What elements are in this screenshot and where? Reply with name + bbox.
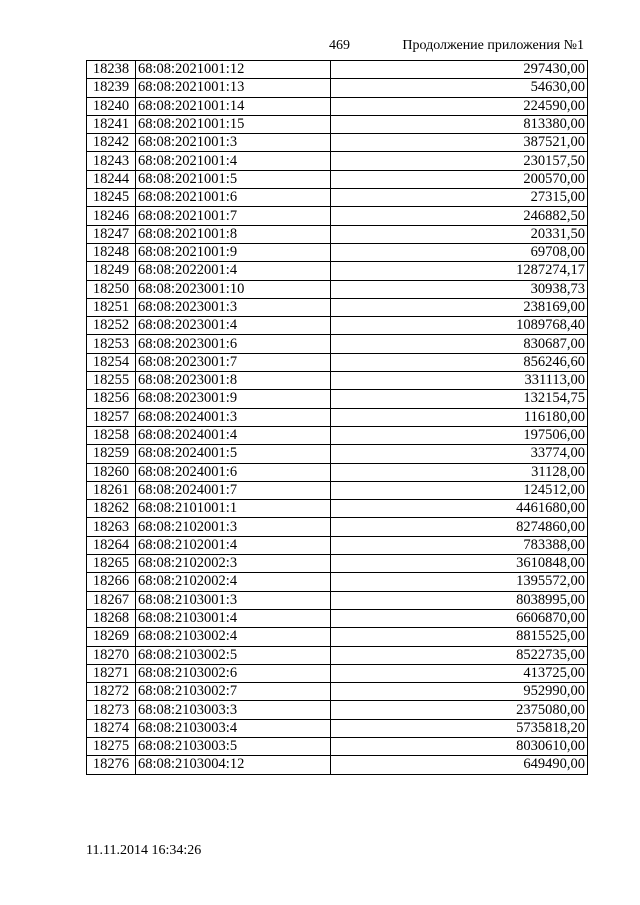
- row-number-cell: 18276: [87, 756, 136, 774]
- cadastral-code-cell: 68:08:2102002:3: [136, 555, 331, 573]
- table-row: [87, 445, 588, 463]
- value-cell: 238169,00: [331, 298, 588, 316]
- cadastral-code-cell: 68:08:2024001:4: [136, 426, 331, 444]
- row-number-cell: 18273: [87, 701, 136, 719]
- table-row: [87, 518, 588, 536]
- row-number-cell: 18250: [87, 280, 136, 298]
- cadastral-code-cell: 68:08:2021001:8: [136, 225, 331, 243]
- table-row: [87, 609, 588, 627]
- cadastral-code-cell: 68:08:2023001:8: [136, 372, 331, 390]
- table-row: [87, 555, 588, 573]
- row-number-cell: 18263: [87, 518, 136, 536]
- row-number-cell: 18256: [87, 390, 136, 408]
- value-cell: 8038995,00: [331, 591, 588, 609]
- table-row: [87, 134, 588, 152]
- table-row: [87, 115, 588, 133]
- cadastral-code-cell: 68:08:2021001:3: [136, 134, 331, 152]
- cadastral-code-cell: 68:08:2103003:4: [136, 719, 331, 737]
- row-number-cell: 18240: [87, 97, 136, 115]
- table-row: [87, 536, 588, 554]
- row-number-cell: 18264: [87, 536, 136, 554]
- cadastral-code-cell: 68:08:2103002:7: [136, 683, 331, 701]
- table-row: [87, 152, 588, 170]
- row-number-cell: 18269: [87, 628, 136, 646]
- table-row: [87, 756, 588, 774]
- cadastral-code-cell: 68:08:2103002:5: [136, 646, 331, 664]
- cadastral-code-cell: 68:08:2103001:3: [136, 591, 331, 609]
- table-row: [87, 701, 588, 719]
- row-number-cell: 18244: [87, 170, 136, 188]
- row-number-cell: 18258: [87, 426, 136, 444]
- row-number-cell: 18242: [87, 134, 136, 152]
- cadastral-code-cell: 68:08:2102001:3: [136, 518, 331, 536]
- cadastral-code-cell: 68:08:2102002:4: [136, 573, 331, 591]
- row-number-cell: 18265: [87, 555, 136, 573]
- cadastral-code-cell: 68:08:2023001:10: [136, 280, 331, 298]
- table-row: [87, 683, 588, 701]
- cadastral-code-cell: 68:08:2023001:9: [136, 390, 331, 408]
- value-cell: 3610848,00: [331, 555, 588, 573]
- page-number: 469: [329, 38, 350, 53]
- value-cell: 8030610,00: [331, 737, 588, 755]
- table-row: [87, 390, 588, 408]
- value-cell: 230157,50: [331, 152, 588, 170]
- cadastral-code-cell: 68:08:2102001:4: [136, 536, 331, 554]
- row-number-cell: 18268: [87, 609, 136, 627]
- row-number-cell: 18267: [87, 591, 136, 609]
- table-row: [87, 243, 588, 261]
- value-cell: 413725,00: [331, 664, 588, 682]
- table-row: [87, 573, 588, 591]
- row-number-cell: 18253: [87, 335, 136, 353]
- appendix-note: Продолжение приложения №1: [402, 38, 584, 53]
- table-row: [87, 61, 588, 79]
- value-cell: 246882,50: [331, 207, 588, 225]
- value-cell: 200570,00: [331, 170, 588, 188]
- row-number-cell: 18274: [87, 719, 136, 737]
- table-row: [87, 170, 588, 188]
- cadastral-code-cell: 68:08:2021001:7: [136, 207, 331, 225]
- cadastral-code-cell: 68:08:2021001:15: [136, 115, 331, 133]
- value-cell: 132154,75: [331, 390, 588, 408]
- cadastral-code-cell: 68:08:2103001:4: [136, 609, 331, 627]
- table-row: [87, 426, 588, 444]
- row-number-cell: 18251: [87, 298, 136, 316]
- value-cell: 6606870,00: [331, 609, 588, 627]
- value-cell: 5735818,20: [331, 719, 588, 737]
- cadastral-code-cell: 68:08:2021001:12: [136, 61, 331, 79]
- cadastral-code-cell: 68:08:2024001:5: [136, 445, 331, 463]
- value-cell: 8815525,00: [331, 628, 588, 646]
- row-number-cell: 18275: [87, 737, 136, 755]
- row-number-cell: 18246: [87, 207, 136, 225]
- cadastral-code-cell: 68:08:2103002:6: [136, 664, 331, 682]
- table-body: [87, 61, 588, 775]
- cadastral-code-cell: 68:08:2023001:7: [136, 353, 331, 371]
- row-number-cell: 18252: [87, 317, 136, 335]
- table-row: [87, 280, 588, 298]
- row-number-cell: 18255: [87, 372, 136, 390]
- cadastral-code-cell: 68:08:2023001:6: [136, 335, 331, 353]
- value-cell: 31128,00: [331, 463, 588, 481]
- value-cell: 649490,00: [331, 756, 588, 774]
- row-number-cell: 18257: [87, 408, 136, 426]
- value-cell: 813380,00: [331, 115, 588, 133]
- row-number-cell: 18239: [87, 79, 136, 97]
- table-row: [87, 262, 588, 280]
- footer-timestamp: 11.11.2014 16:34:26: [86, 843, 202, 858]
- row-number-cell: 18266: [87, 573, 136, 591]
- value-cell: 197506,00: [331, 426, 588, 444]
- value-cell: 1395572,00: [331, 573, 588, 591]
- row-number-cell: 18271: [87, 664, 136, 682]
- cadastral-code-cell: 68:08:2103003:3: [136, 701, 331, 719]
- row-number-cell: 18260: [87, 463, 136, 481]
- cadastral-code-cell: 68:08:2022001:4: [136, 262, 331, 280]
- cadastral-code-cell: 68:08:2021001:13: [136, 79, 331, 97]
- value-cell: 4461680,00: [331, 500, 588, 518]
- cadastral-code-cell: 68:08:2021001:9: [136, 243, 331, 261]
- cadastral-code-cell: 68:08:2023001:4: [136, 317, 331, 335]
- value-cell: 124512,00: [331, 481, 588, 499]
- table-row: [87, 664, 588, 682]
- value-cell: 20331,50: [331, 225, 588, 243]
- table-row: [87, 189, 588, 207]
- table-row: [87, 353, 588, 371]
- cadastral-code-cell: 68:08:2024001:7: [136, 481, 331, 499]
- value-cell: 1287274,17: [331, 262, 588, 280]
- value-cell: 27315,00: [331, 189, 588, 207]
- value-cell: 116180,00: [331, 408, 588, 426]
- row-number-cell: 18249: [87, 262, 136, 280]
- row-number-cell: 18238: [87, 61, 136, 79]
- value-cell: 69708,00: [331, 243, 588, 261]
- row-number-cell: 18272: [87, 683, 136, 701]
- cadastral-code-cell: 68:08:2024001:3: [136, 408, 331, 426]
- value-cell: 331113,00: [331, 372, 588, 390]
- value-cell: 8522735,00: [331, 646, 588, 664]
- cadastral-code-cell: 68:08:2021001:5: [136, 170, 331, 188]
- value-cell: 33774,00: [331, 445, 588, 463]
- row-number-cell: 18243: [87, 152, 136, 170]
- value-cell: 783388,00: [331, 536, 588, 554]
- row-number-cell: 18245: [87, 189, 136, 207]
- table-row: [87, 463, 588, 481]
- cadastral-code-cell: 68:08:2021001:4: [136, 152, 331, 170]
- cadastral-code-cell: 68:08:2103002:4: [136, 628, 331, 646]
- cadastral-code-cell: 68:08:2021001:6: [136, 189, 331, 207]
- row-number-cell: 18270: [87, 646, 136, 664]
- value-cell: 2375080,00: [331, 701, 588, 719]
- cadastral-code-cell: 68:08:2024001:6: [136, 463, 331, 481]
- table-row: [87, 737, 588, 755]
- row-number-cell: 18254: [87, 353, 136, 371]
- value-cell: 8274860,00: [331, 518, 588, 536]
- table-row: [87, 591, 588, 609]
- value-cell: 54630,00: [331, 79, 588, 97]
- row-number-cell: 18241: [87, 115, 136, 133]
- row-number-cell: 18259: [87, 445, 136, 463]
- row-number-cell: 18247: [87, 225, 136, 243]
- row-number-cell: 18248: [87, 243, 136, 261]
- row-number-cell: 18262: [87, 500, 136, 518]
- value-cell: 297430,00: [331, 61, 588, 79]
- value-cell: 856246,60: [331, 353, 588, 371]
- cadastral-code-cell: 68:08:2101001:1: [136, 500, 331, 518]
- cadastral-code-cell: 68:08:2103004:12: [136, 756, 331, 774]
- table-row: [87, 79, 588, 97]
- value-cell: 387521,00: [331, 134, 588, 152]
- data-table: [86, 60, 588, 775]
- table-row: [87, 719, 588, 737]
- table-row: [87, 408, 588, 426]
- cadastral-code-cell: 68:08:2023001:3: [136, 298, 331, 316]
- table-row: [87, 628, 588, 646]
- cadastral-code-cell: 68:08:2103003:5: [136, 737, 331, 755]
- table-row: [87, 207, 588, 225]
- table-row: [87, 372, 588, 390]
- value-cell: 830687,00: [331, 335, 588, 353]
- table-row: [87, 500, 588, 518]
- row-number-cell: 18261: [87, 481, 136, 499]
- table-row: [87, 646, 588, 664]
- value-cell: 952990,00: [331, 683, 588, 701]
- page-header: [0, 38, 640, 58]
- value-cell: 30938,73: [331, 280, 588, 298]
- value-cell: 1089768,40: [331, 317, 588, 335]
- table-row: [87, 97, 588, 115]
- value-cell: 224590,00: [331, 97, 588, 115]
- table-row: [87, 298, 588, 316]
- table-row: [87, 481, 588, 499]
- table-row: [87, 225, 588, 243]
- table-row: [87, 317, 588, 335]
- cadastral-code-cell: 68:08:2021001:14: [136, 97, 331, 115]
- table-row: [87, 335, 588, 353]
